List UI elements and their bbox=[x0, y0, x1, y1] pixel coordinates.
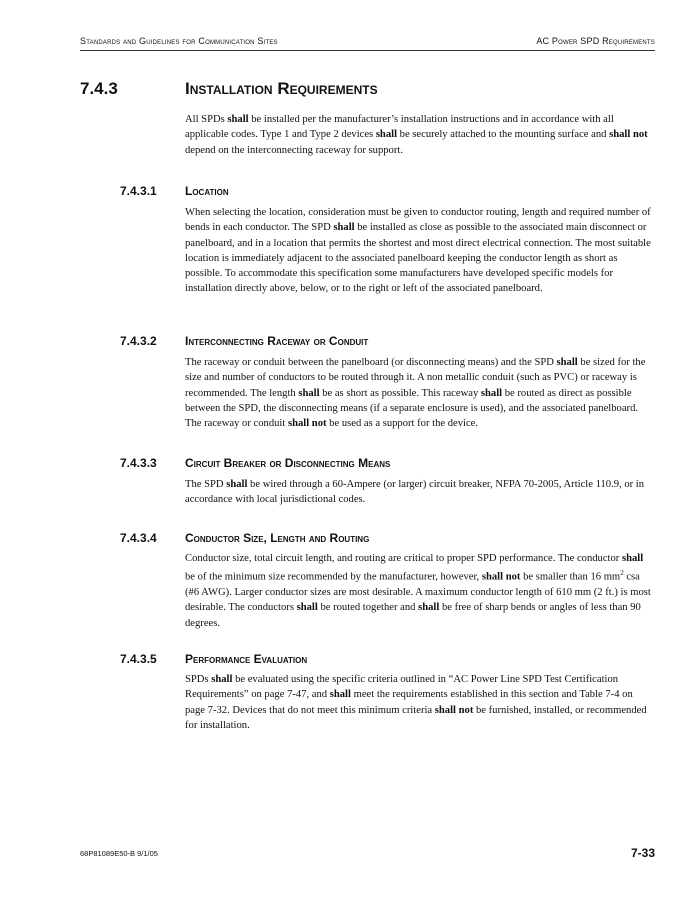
emphasis-text: shall bbox=[296, 602, 318, 614]
subsection-number: 7.4.3.4 bbox=[120, 531, 157, 545]
emphasis-text: shall not bbox=[287, 418, 327, 430]
subsection-body-raceway: The raceway or conduit between the panelboard (or disconnecting means) and the SPD shall be sized for the size and number of conductors to be routed through it. A non metallic conduit (such as PVC) or raceway is recommended. The length shall be as short as possible. This raceway shall be routed as direct as possible between the SPD, the disconnecting means (if a separate enclosure is used), and the associated panelboard. The raceway or conduit shall not be used as a support for the device. bbox=[185, 357, 646, 430]
subsection-number: 7.4.3.3 bbox=[120, 456, 157, 470]
subsection-title: Conductor Size, Length and Routing bbox=[185, 531, 370, 545]
subsection-number: 7.4.3.1 bbox=[120, 184, 157, 198]
page-number: 7-33 bbox=[630, 846, 655, 860]
header-doc-title: Standards and Guidelines for Communication Sites bbox=[80, 36, 278, 46]
emphasis-text: shall bbox=[329, 689, 351, 701]
emphasis-text: shall bbox=[227, 114, 249, 125]
emphasis-text: shall bbox=[556, 357, 578, 368]
section-intro: All SPDs shall be installed per the manufacturer’s installation instructions and in accordance with all applicable codes. Type 1 and Type 2 devices shall be securely attached to the mounting surface and shall not depend on the interconnecting raceway for support. bbox=[185, 114, 648, 156]
subsection-title: Circuit Breaker or Disconnecting Means bbox=[185, 456, 391, 470]
emphasis-text: shall not bbox=[434, 704, 474, 716]
emphasis-text: shall bbox=[480, 387, 503, 399]
footer-doc-id: 68P81089E50-B 9/1/05 bbox=[80, 849, 158, 858]
subsection-number: 7.4.3.5 bbox=[120, 652, 157, 666]
emphasis-text: shall not bbox=[609, 129, 648, 141]
page-footer bbox=[80, 846, 655, 862]
subsection-body-performance: SPDs shall be evaluated using the specific criteria outlined in “AC Power Line SPD Test Certification Requirements” on page 7-47, and shall meet the requirements established in this section and Table 7-4 on page 7-32. Devices that do not meet this minimum criteria shall not be furnished, installed, or recommended for installation. bbox=[185, 674, 647, 731]
emphasis-text: shall bbox=[298, 387, 320, 399]
subsection-number: 7.4.3.2 bbox=[120, 334, 157, 348]
emphasis-text: shall bbox=[621, 553, 644, 564]
emphasis-text: shall bbox=[333, 222, 355, 234]
page-header bbox=[80, 36, 655, 50]
superscript-text: 2 bbox=[620, 569, 624, 578]
header-chapter-title: AC Power SPD Requirements bbox=[536, 36, 655, 46]
emphasis-text: shall bbox=[375, 129, 398, 141]
emphasis-text: shall bbox=[418, 602, 440, 614]
subsection-title: Location bbox=[185, 184, 229, 198]
emphasis-text: shall not bbox=[481, 571, 521, 583]
subsection-body-breaker: The SPD shall be wired through a 60-Ampere (or larger) circuit breaker, NFPA 70-2005, Article 110.9, or in accordance with local jurisdictional codes. bbox=[185, 479, 645, 506]
section-number: 7.4.3 bbox=[80, 79, 118, 98]
subsection-body-location: When selecting the location, consideration must be given to conductor routing, length and required number of bends in each conductor. The SPD shall be installed as close as possible to the associated main disconnect or panelboard, and in a location that permits the shortest and most direct electrical connection. The most suitable location is immediately adjacent to the associated panelboard keeping the conductor length as short as possible. To accommodate this specification some manufacturers have developed specific models for installation directly above, below, or to the right or left of the associated panelboard. bbox=[185, 207, 651, 295]
subsection-title: Interconnecting Raceway or Conduit bbox=[185, 334, 369, 348]
subsection-title: Performance Evaluation bbox=[185, 652, 308, 666]
emphasis-text: shall bbox=[226, 479, 248, 490]
subsection-body-conductor: Conductor size, total circuit length, and routing are critical to proper SPD performance. The conductor shall be of the minimum size recommended by the manufacturer, however, shall not be smaller than 16 $mm^2$ csa (#6 AWG). Larger conductor sizes are most desirable. A maximum conductor length of 610 mm (2 ft.) is most desirable. The conductors shall be routed together and shall be free of sharp bends or angles of less than 90 degrees. bbox=[185, 553, 651, 629]
header-rule bbox=[80, 50, 655, 51]
emphasis-text: shall bbox=[211, 674, 233, 685]
section-title: Installation Requirements bbox=[185, 79, 378, 98]
